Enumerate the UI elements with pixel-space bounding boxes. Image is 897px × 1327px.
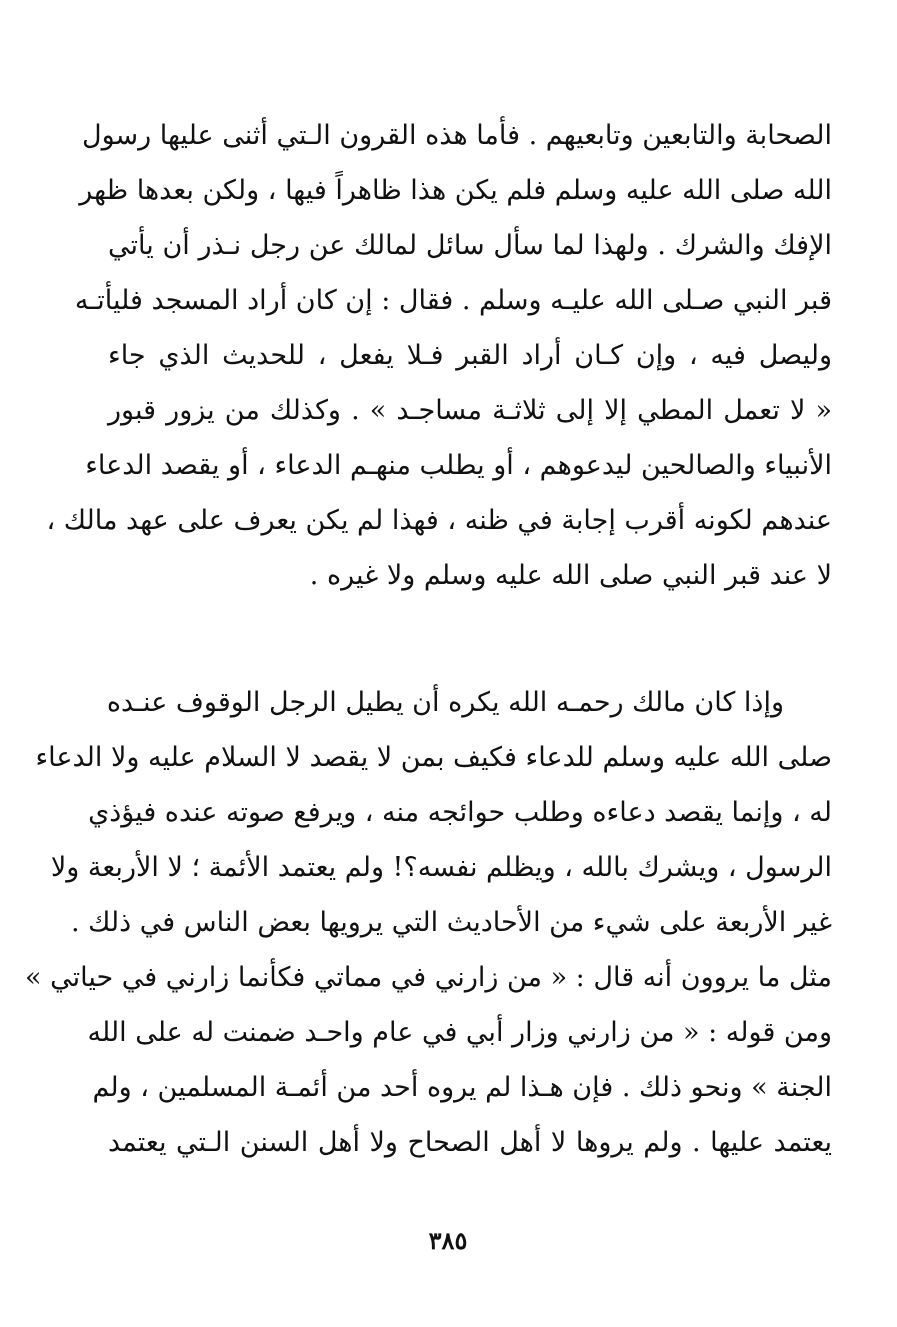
text-line: لا عند قبر النبي صلى الله عليه وسلم ولا غيره . — [309, 560, 832, 591]
paragraph-1 — [46, 108, 832, 603]
text-line: قبر النبي صـلى الله عليـه وسلم . فقال : إن كان أراد المسجد فليأتـه — [74, 285, 832, 316]
text-line: وليصل فيه ، وإن كـان أراد القبر فـلا يفعل ، للحديث الذي جاء — [108, 340, 832, 371]
paragraph-2 — [24, 675, 832, 1170]
page-number: ٣٨٥ — [428, 1226, 468, 1255]
text-line: يعتمد عليها . ولم يروها لا أهل الصحاح ولا أهل السنن الـتي يعتمد — [108, 1127, 832, 1158]
text-line: له ، وإنما يقصد دعاءه وطلب حوائجه منه ، ويرفع صوته عنده فيؤذي — [88, 797, 832, 828]
text-line: الإفك والشرك . ولهذا لما سأل سائل لمالك عن رجل نـذر أن يأتي — [108, 230, 832, 261]
text-line: الجنة » ونحو ذلك . فإن هـذا لم يروه أحد من أئمـة المسلمين ، ولم — [92, 1072, 832, 1103]
text-line: وإذا كان مالك رحمـه الله يكره أن يطيل الرجل الوقوف عنـده — [106, 687, 784, 718]
text-line: عندهم لكونه أقرب إجابة في ظنه ، فهذا لم يكن يعرف على عهد مالك ، — [46, 505, 832, 536]
text-line: الرسول ، ويشرك بالله ، ويظلم نفسه؟! ولم يعتمد الأئمة ؛ لا الأربعة ولا — [50, 852, 832, 883]
text-line: صلى الله عليه وسلم للدعاء فكيف بمن لا يقصد لا السلام عليه ولا الدعاء — [35, 742, 832, 773]
text-line: غير الأربعة على شيء من الأحاديث التي يرويها بعض الناس في ذلك . — [70, 907, 832, 938]
text-line: الصحابة والتابعين وتابعيهم . فأما هذه القرون الـتي أثنى عليها رسول — [81, 120, 832, 151]
text-line: « لا تعمل المطي إلا إلى ثلاثـة مساجـد » . وكذلك من يزور قبور — [108, 395, 832, 426]
text-line: ومن قوله : « من زارني وزار أبي في عام واحـد ضمنت له على الله — [87, 1017, 832, 1048]
text-line: مثل ما يروون أنه قال : « من زارني في مماتي فكأنما زارني في حياتي » — [24, 962, 832, 993]
text-line: الأنبياء والصالحين ليدعوهم ، أو يطلب منهـم الدعاء ، أو يقصد الدعاء — [85, 450, 832, 481]
text-line: الله صلى الله عليه وسلم فلم يكن هذا ظاهراً فيها ، ولكن بعدها ظهر — [79, 175, 832, 206]
